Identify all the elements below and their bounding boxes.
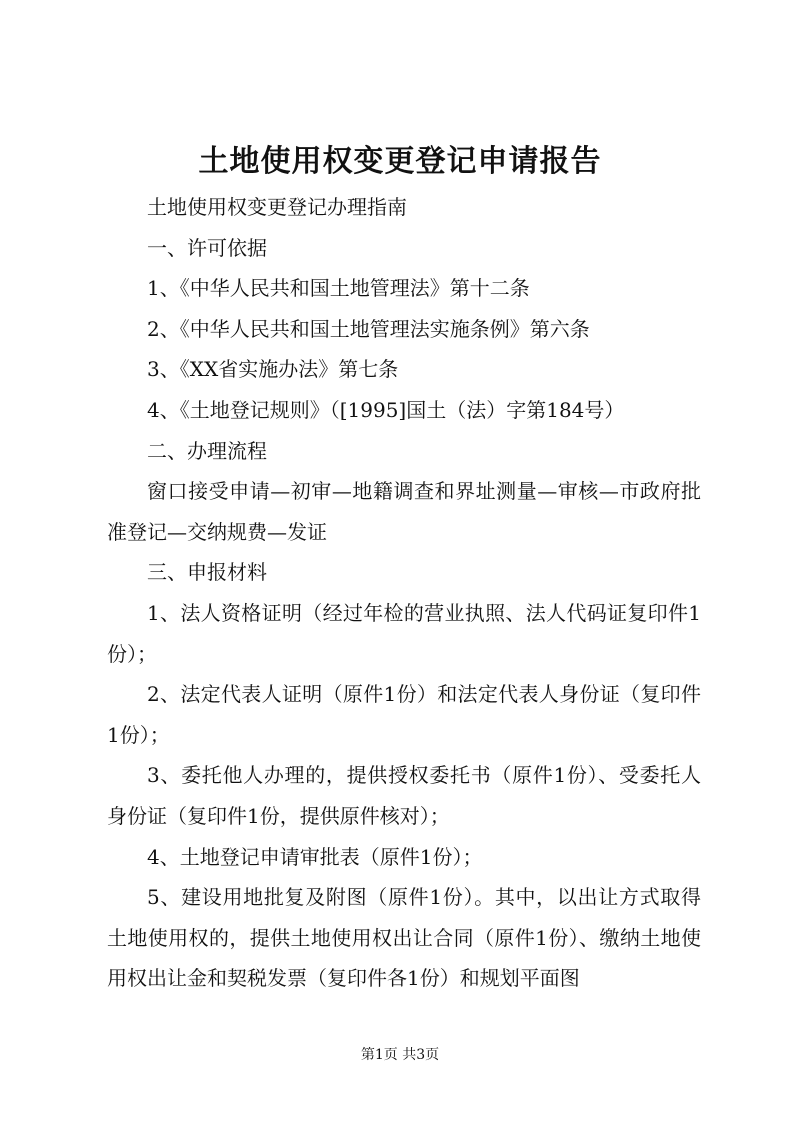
document-body	[107, 187, 701, 999]
materials-item-5: 5、建设用地批复及附图（原件1份）。其中，以出让方式取得土地使用权的，提供土地使用权出让合同（原件1份）、缴纳土地使用权出让金和契税发票（复印件各1份）和规划平面图	[107, 885, 701, 991]
document-title: 土地使用权变更登记申请报告	[198, 144, 602, 179]
section-heading-process: 二、办理流程	[147, 438, 267, 463]
basis-item-3: 3、《XX省实施办法》第七条	[147, 357, 399, 382]
materials-item-4: 4、土地登记申请审批表（原件1份）；	[147, 844, 483, 869]
process-description: 窗口接受申请—初审—地籍调查和界址测量—审核—市政府批准登记—交纳规费—发证	[107, 479, 701, 544]
basis-item-4: 4、《土地登记规则》（[1995]国土（法）字第184号）	[147, 397, 625, 422]
section-heading-materials: 三、申报材料	[147, 560, 267, 585]
basis-item-2: 2、《中华人民共和国土地管理法实施条例》第六条	[147, 316, 590, 341]
section-heading-basis: 一、许可依据	[147, 235, 267, 260]
materials-item-1: 1、法人资格证明（经过年检的营业执照、法人代码证复印件1份）；	[107, 600, 701, 666]
basis-item-1: 1、《中华人民共和国土地管理法》第十二条	[147, 276, 530, 301]
materials-item-2: 2、法定代表人证明（原件1份）和法定代表人身份证（复印件1份）；	[107, 682, 701, 747]
page-number-footer: 第1页 共3页	[360, 1047, 440, 1063]
materials-item-3: 3、委托他人办理的，提供授权委托书（原件1份）、受委托人身份证（复印件1份，提供原件核对）；	[107, 763, 701, 828]
paragraph-guide-title: 土地使用权变更登记办理指南	[147, 195, 407, 219]
